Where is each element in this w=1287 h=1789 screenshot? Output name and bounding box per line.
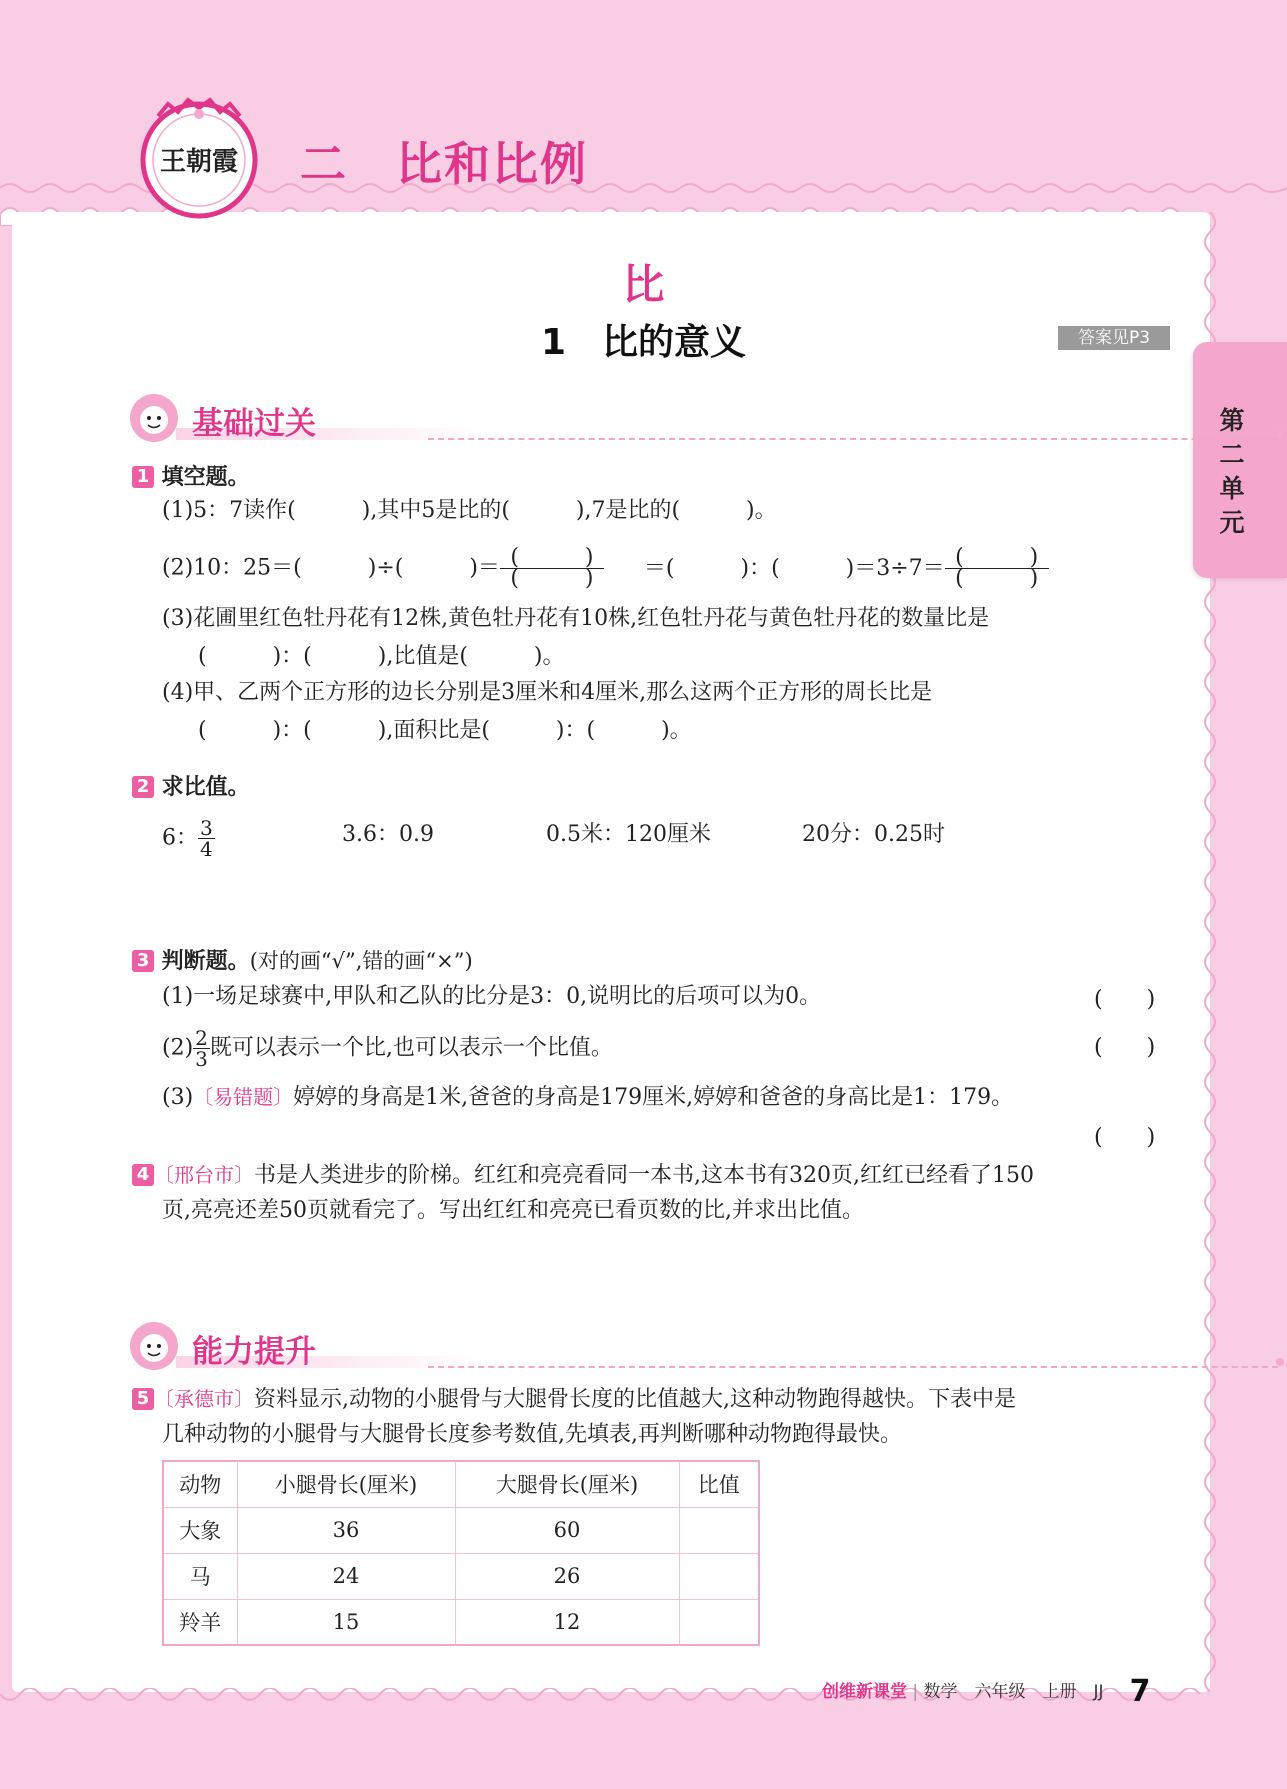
q2-expression-2: 3.6：0.9 [342, 822, 434, 847]
table-header-cell: 小腿骨长(厘米) [237, 1461, 455, 1507]
dot-decoration [1276, 430, 1284, 438]
question-number: 3 [132, 950, 154, 972]
question-2-heading [132, 770, 250, 801]
mascot-icon [128, 1320, 180, 1372]
question-4-line-2: 页,亮亮还差50页就看完了。写出红红和亮亮已看页数的比,并求出比值。 [162, 1198, 864, 1223]
logo-badge [136, 94, 262, 220]
statement-text: 婷婷的身高是1米,爸爸的身高是179厘米,婷婷和爸爸的身高比是1：179。 [293, 1085, 1014, 1110]
fraction-denominator: 3 [195, 1047, 208, 1071]
q3-statement-3 [162, 1082, 1013, 1113]
question-title: 求比值。 [161, 775, 250, 800]
q1-line-4b: ( )：( ),面积比是( )：( )。 [198, 718, 692, 743]
expression-prefix: 6： [162, 825, 198, 851]
part-title: 基础过关 [192, 406, 316, 442]
dot-decoration [1276, 1358, 1284, 1366]
question-text: 资料显示,动物的小腿骨与大腿骨长度的比值越大,这种动物跑得越快。下表中是 [254, 1387, 1016, 1412]
q1-line-1: (1)5：7读作( ),其中5是比的( ),7是比的( )。 [162, 498, 777, 523]
answer-cell[interactable] [679, 1599, 759, 1645]
part-basic-header [128, 392, 1158, 446]
dashed-rule [428, 438, 1278, 440]
question-number: 1 [132, 466, 154, 488]
q1-line-2-middle: ＝( )：( )＝3÷7＝ [643, 555, 945, 581]
table-header-cell: 大腿骨长(厘米) [455, 1461, 679, 1507]
fraction-denominator: 4 [200, 837, 213, 861]
question-4-line-1 [132, 1160, 1034, 1191]
answer-bracket: ( ) [1094, 987, 1156, 1012]
question-5-line-2: 几种动物的小腿骨与大腿骨长度参考数值,先填表,再判断哪种动物跑得最快。 [162, 1422, 902, 1447]
question-number: 4 [132, 1164, 154, 1186]
table-header-cell: 比值 [679, 1461, 759, 1507]
logo-text: 王朝霞 [159, 147, 239, 177]
statement-prefix: (2) [162, 1035, 194, 1061]
statement-text: 既可以表示一个比,也可以表示一个比值。 [209, 1035, 613, 1061]
part-advanced-header [128, 1320, 1158, 1374]
fraction-denominator: ( ) [955, 566, 1039, 591]
table-header-cell: 动物 [163, 1461, 237, 1507]
table-row [163, 1553, 759, 1599]
chapter-title: 二 比和比例 [300, 137, 588, 191]
error-prone-tag: 〔易错题〕 [193, 1085, 294, 1109]
question-number: 5 [132, 1388, 154, 1410]
table-row [163, 1599, 759, 1645]
q2-expression-4: 20分：0.25时 [802, 822, 945, 847]
question-number: 2 [132, 776, 154, 798]
source-tag: 〔承德市〕 [154, 1387, 254, 1411]
question-note: (对的画“√”,错的画“×”) [249, 949, 473, 973]
bone-length-table [162, 1460, 760, 1646]
table-cell: 大象 [163, 1507, 237, 1553]
table-cell: 26 [455, 1553, 679, 1599]
q2-expression-3: 0.5米：120厘米 [546, 822, 711, 847]
fraction-numerator: 2 [195, 1026, 208, 1050]
fraction [198, 818, 215, 859]
q3-statement-1: (1)一场足球赛中,甲队和乙队的比分是3：0,说明比的后项可以为0。 [162, 984, 822, 1009]
fraction-denominator: ( ) [510, 566, 594, 591]
table-cell: 12 [455, 1599, 679, 1645]
source-tag: 〔邢台市〕 [154, 1163, 254, 1187]
blank-fraction [945, 545, 1049, 591]
question-1-heading [132, 460, 250, 491]
q1-line-3b: ( )：( ),比值是( )。 [198, 644, 565, 669]
q1-line-4: (4)甲、乙两个正方形的边长分别是3厘米和4厘米,那么这两个正方形的周长比是 [162, 680, 933, 705]
q1-line-2 [162, 545, 1049, 591]
answer-cell[interactable] [679, 1553, 759, 1599]
answer-reference: 答案见P3 [1058, 326, 1170, 350]
page-footer: 创维新课堂 | 数学 六年级 上册 JJ 7 [822, 1674, 1151, 1709]
answer-cell[interactable] [679, 1507, 759, 1553]
q3-statement-2 [162, 1028, 613, 1069]
footer-info: 数学 六年级 上册 JJ [923, 1682, 1104, 1702]
mascot-icon [128, 392, 180, 444]
fraction-numerator: 3 [200, 816, 213, 840]
table-cell: 15 [237, 1599, 455, 1645]
q2-expression-1 [162, 818, 215, 859]
fraction [193, 1028, 210, 1069]
table-header-row [163, 1461, 759, 1507]
question-3-heading [132, 944, 473, 975]
q1-line-2-start: (2)10：25＝( )÷( )＝ [162, 555, 500, 581]
blank-fraction [500, 545, 604, 591]
page-number: 7 [1129, 1674, 1151, 1709]
fraction-numerator: ( ) [500, 548, 604, 569]
unit-tab-label: 第二单元 [1219, 406, 1245, 537]
answer-bracket: ( ) [1094, 1035, 1156, 1060]
fraction-numerator: ( ) [945, 548, 1049, 569]
question-title: 判断题。 [161, 949, 250, 974]
table-cell: 马 [163, 1553, 237, 1599]
table-cell: 24 [237, 1553, 455, 1599]
table-cell: 36 [237, 1507, 455, 1553]
part-title: 能力提升 [192, 1334, 316, 1370]
dashed-rule [428, 1366, 1278, 1368]
lesson-title: 1 比的意义 [540, 322, 747, 363]
section-title: 比 [622, 260, 665, 309]
question-text: 书是人类进步的阶梯。红红和亮亮看同一本书,这本书有320页,红红已经看了150 [254, 1163, 1034, 1188]
answer-bracket: ( ) [1094, 1125, 1156, 1150]
statement-prefix: (3) [162, 1085, 194, 1110]
q1-line-3: (3)花圃里红色牡丹花有12株,黄色牡丹花有10株,红色牡丹花与黄色牡丹花的数量比是 [162, 606, 990, 631]
question-5-line-1 [132, 1384, 1016, 1415]
footer-brand: 创维新课堂 [822, 1682, 907, 1702]
question-title: 填空题。 [161, 465, 250, 490]
table-cell: 60 [455, 1507, 679, 1553]
table-cell: 羚羊 [163, 1599, 237, 1645]
table-row [163, 1507, 759, 1553]
unit-tab [1193, 342, 1287, 578]
